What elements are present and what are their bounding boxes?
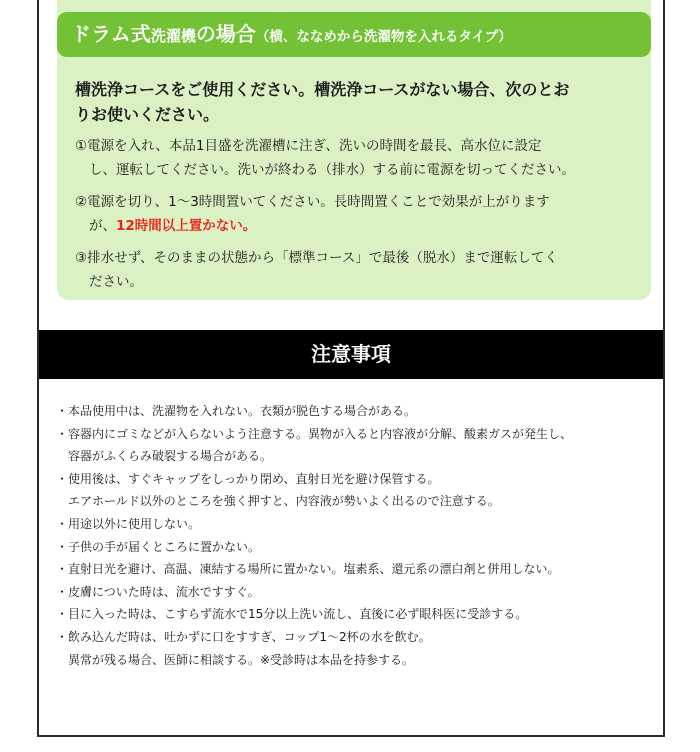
caution-item: ・使用後は、すぐキャップをしっかり閉め、直射日光を避け保管する。 [56, 471, 440, 486]
section-header [57, 12, 651, 57]
intro-text [75, 77, 641, 127]
caution-item: ・直射日光を避け、高温、凍結する場所に置かない。塩素系、還元系の漂白剤と併用しない。 [56, 562, 560, 577]
caution-item: 異常が残る場合、医師に相談する。※受診時は本品を持参する。 [56, 652, 415, 667]
caution-item: ・本品使用中は、洗濯物を入れない。衣類が脱色する場合がある。 [56, 404, 417, 418]
caution-item: ・飲み込んだ時は、吐かずに口をすすぎ、コップ1～2杯の水を飲む。 [56, 629, 431, 644]
step-line-prefix: が、 [89, 218, 116, 234]
step-line: ②電源を切り、1～3時間置いてください。長時間置くことで効果が上がります [75, 194, 550, 210]
caution-item: エアホールド以外のところを強く押すと、内容液が勢いよく出るので注意する。 [56, 494, 500, 509]
caution-item: 容器がふくらみ破裂する場合がある。 [56, 449, 273, 464]
step-line: ださい。 [89, 274, 143, 290]
warning-text: 12時間以上置かない。 [116, 218, 257, 234]
instruction-sheet [37, 0, 665, 737]
step-item [75, 246, 641, 294]
header-title-tail: の場合 [195, 22, 256, 46]
drum-washer-section [57, 0, 651, 300]
intro-line: りお使いください。 [75, 105, 220, 124]
step-line [75, 214, 641, 238]
caution-item: ・用途以外に使用しない。 [56, 516, 201, 531]
header-title-small: 洗濯機 [150, 27, 196, 45]
caution-heading: 注意事項 [39, 330, 663, 379]
step-item [75, 134, 641, 182]
caution-list [56, 400, 656, 671]
step-line: ③排水せず、そのままの状態から「標準コース」で最後（脱水）まで運転してく [75, 250, 558, 266]
header-note: （横、ななめから洗濯物を入れるタイプ） [255, 29, 512, 45]
header-title-main: ドラム式 [71, 22, 151, 46]
caution-item: ・容器内にゴミなどが入らないよう注意する。異物が入ると内容液が分解、酸素ガスが発生し、 [56, 426, 573, 441]
caution-item: ・目に入った時は、こすらず流水で15分以上洗い流し、直後に必ず眼科医に受診する。 [56, 607, 528, 622]
steps-list [75, 134, 641, 302]
intro-line: 槽洗浄コースをご使用ください。槽洗浄コースがない場合、次のとお [75, 80, 570, 99]
caution-item: ・皮膚についた時は、流水ですすぐ。 [56, 584, 260, 599]
caution-item: ・子供の手が届くところに置かない。 [56, 539, 261, 554]
step-line: し、運転してください。洗いが終わる（排水）する前に電源を切ってください。 [89, 162, 575, 178]
step-line: ①電源を入れ、本品1目盛を洗濯槽に注ぎ、洗いの時間を最長、高水位に設定 [75, 138, 542, 154]
step-item [75, 190, 641, 238]
